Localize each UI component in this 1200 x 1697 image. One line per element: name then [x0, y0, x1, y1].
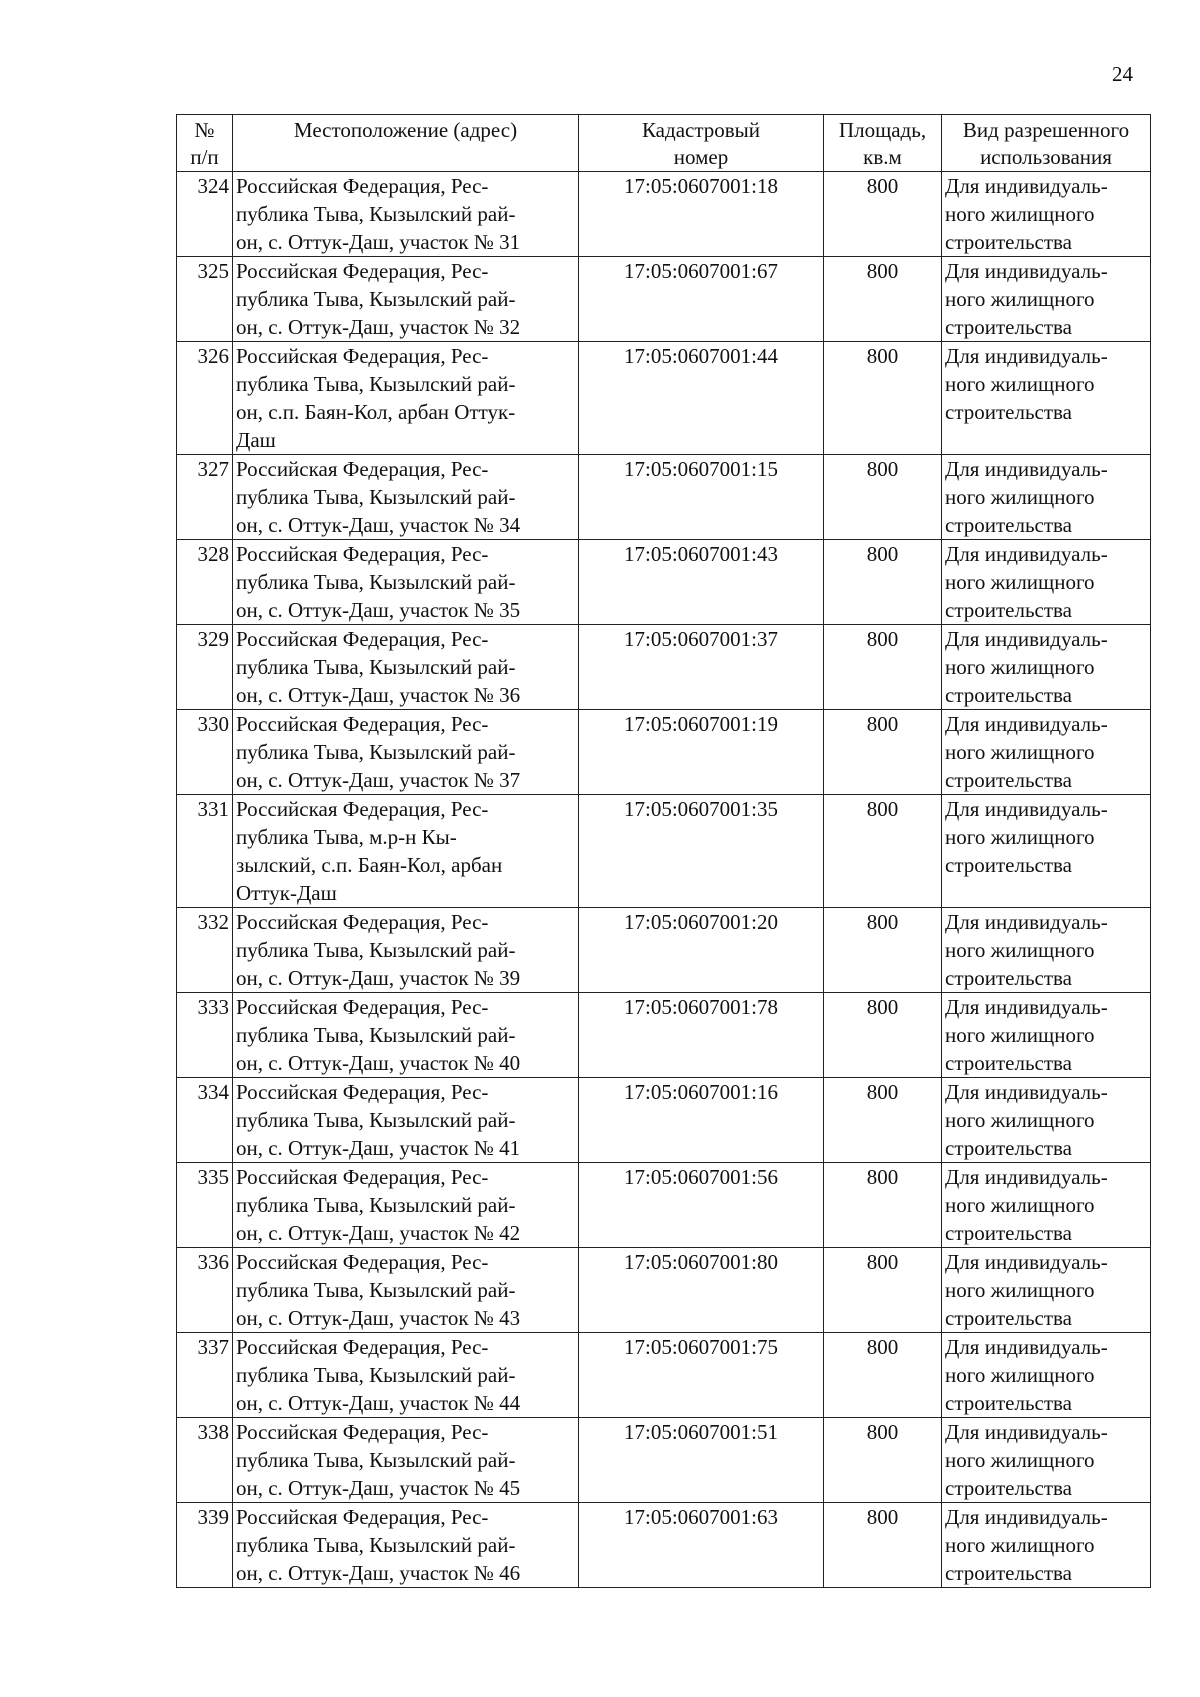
table-row — [177, 710, 1151, 795]
address-line: публика Тыва, Кызылский рай- — [236, 1193, 516, 1217]
permitted-use-cell — [942, 1333, 1151, 1418]
table-body — [177, 172, 1151, 1588]
header-num-line: № — [194, 118, 215, 142]
address-line: публика Тыва, Кызылский рай- — [236, 1023, 516, 1047]
row-number: 339 — [177, 1503, 233, 1588]
page-number: 24 — [1112, 62, 1133, 86]
permitted-use-cell — [942, 1503, 1151, 1588]
permitted-use-line: Для индивидуаль- — [945, 1165, 1108, 1189]
row-number: 331 — [177, 795, 233, 908]
address-line: публика Тыва, Кызылский рай- — [236, 938, 516, 962]
table-header-row — [177, 115, 1151, 172]
permitted-use-line: Для индивидуаль- — [945, 1250, 1108, 1274]
header-use-line: использования — [980, 145, 1112, 169]
table-row — [177, 257, 1151, 342]
address-line: он, с. Оттук-Даш, участок № 31 — [236, 230, 521, 254]
header-num — [177, 115, 233, 172]
row-number: 327 — [177, 455, 233, 540]
permitted-use-cell — [942, 172, 1151, 257]
address-line: он, с. Оттук-Даш, участок № 46 — [236, 1561, 521, 1585]
permitted-use-line: строительства — [945, 598, 1073, 622]
area-value: 800 — [824, 993, 942, 1078]
cadastral-number: 17:05:0607001:16 — [579, 1078, 824, 1163]
permitted-use-line: строительства — [945, 1221, 1073, 1245]
permitted-use-line: ного жилищного — [945, 570, 1095, 594]
address-cell — [233, 1163, 579, 1248]
permitted-use-line: ного жилищного — [945, 740, 1095, 764]
area-value: 800 — [824, 1418, 942, 1503]
permitted-use-line: Для индивидуаль- — [945, 797, 1108, 821]
area-value: 800 — [824, 455, 942, 540]
permitted-use-line: строительства — [945, 400, 1073, 424]
address-line: Российская Федерация, Рес- — [236, 1335, 489, 1359]
cadastral-number: 17:05:0607001:44 — [579, 342, 824, 455]
address-line: Российская Федерация, Рес- — [236, 259, 489, 283]
header-use — [942, 115, 1151, 172]
permitted-use-cell — [942, 1163, 1151, 1248]
row-number: 338 — [177, 1418, 233, 1503]
address-line: Российская Федерация, Рес- — [236, 1250, 489, 1274]
address-cell — [233, 1418, 579, 1503]
area-value: 800 — [824, 1248, 942, 1333]
permitted-use-line: ного жилищного — [945, 1278, 1095, 1302]
address-line: Российская Федерация, Рес- — [236, 542, 489, 566]
row-number: 334 — [177, 1078, 233, 1163]
address-line: он, с. Оттук-Даш, участок № 35 — [236, 598, 521, 622]
header-address — [233, 115, 579, 172]
address-line: Российская Федерация, Рес- — [236, 174, 489, 198]
permitted-use-line: ного жилищного — [945, 287, 1095, 311]
permitted-use-line: строительства — [945, 683, 1073, 707]
address-line: публика Тыва, Кызылский рай- — [236, 740, 516, 764]
cadastral-number: 17:05:0607001:19 — [579, 710, 824, 795]
address-line: он, с. Оттук-Даш, участок № 36 — [236, 683, 521, 707]
address-line: Российская Федерация, Рес- — [236, 1420, 489, 1444]
permitted-use-line: ного жилищного — [945, 1363, 1095, 1387]
permitted-use-line: Для индивидуаль- — [945, 542, 1108, 566]
address-line: он, с.п. Баян-Кол, арбан Оттук- — [236, 400, 516, 424]
address-line: публика Тыва, Кызылский рай- — [236, 1278, 516, 1302]
permitted-use-line: строительства — [945, 315, 1073, 339]
address-cell — [233, 1248, 579, 1333]
table-row — [177, 172, 1151, 257]
table-row — [177, 1503, 1151, 1588]
permitted-use-line: Для индивидуаль- — [945, 174, 1108, 198]
permitted-use-line: Для индивидуаль- — [945, 627, 1108, 651]
area-value: 800 — [824, 710, 942, 795]
area-value: 800 — [824, 1503, 942, 1588]
permitted-use-line: Для индивидуаль- — [945, 1080, 1108, 1104]
row-number: 335 — [177, 1163, 233, 1248]
permitted-use-line: Для индивидуаль- — [945, 344, 1108, 368]
permitted-use-cell — [942, 540, 1151, 625]
address-line: публика Тыва, Кызылский рай- — [236, 1363, 516, 1387]
table-row — [177, 455, 1151, 540]
address-cell — [233, 455, 579, 540]
permitted-use-line: ного жилищного — [945, 1023, 1095, 1047]
cadastral-number: 17:05:0607001:80 — [579, 1248, 824, 1333]
permitted-use-cell — [942, 710, 1151, 795]
address-line: публика Тыва, Кызылский рай- — [236, 372, 516, 396]
permitted-use-line: строительства — [945, 230, 1073, 254]
permitted-use-line: ного жилищного — [945, 1533, 1095, 1557]
cadastral-number: 17:05:0607001:78 — [579, 993, 824, 1078]
permitted-use-cell — [942, 342, 1151, 455]
address-cell — [233, 172, 579, 257]
permitted-use-line: ного жилищного — [945, 1193, 1095, 1217]
permitted-use-line: строительства — [945, 853, 1073, 877]
area-value: 800 — [824, 172, 942, 257]
address-line: он, с. Оттук-Даш, участок № 40 — [236, 1051, 521, 1075]
cadastral-number: 17:05:0607001:75 — [579, 1333, 824, 1418]
address-cell — [233, 908, 579, 993]
permitted-use-line: Для индивидуаль- — [945, 1420, 1108, 1444]
row-number: 326 — [177, 342, 233, 455]
cadastral-number: 17:05:0607001:37 — [579, 625, 824, 710]
address-line: он, с. Оттук-Даш, участок № 45 — [236, 1476, 521, 1500]
permitted-use-line: ного жилищного — [945, 1448, 1095, 1472]
permitted-use-line: ного жилищного — [945, 825, 1095, 849]
table-row — [177, 795, 1151, 908]
area-value: 800 — [824, 1333, 942, 1418]
permitted-use-line: строительства — [945, 966, 1073, 990]
row-number: 332 — [177, 908, 233, 993]
address-line: публика Тыва, Кызылский рай- — [236, 655, 516, 679]
address-line: Российская Федерация, Рес- — [236, 1505, 489, 1529]
permitted-use-line: ного жилищного — [945, 372, 1095, 396]
area-value: 800 — [824, 1078, 942, 1163]
row-number: 330 — [177, 710, 233, 795]
cadastral-number: 17:05:0607001:20 — [579, 908, 824, 993]
address-line: он, с. Оттук-Даш, участок № 42 — [236, 1221, 521, 1245]
address-line: Даш — [236, 428, 276, 452]
table-row — [177, 993, 1151, 1078]
address-line: публика Тыва, Кызылский рай- — [236, 287, 516, 311]
permitted-use-cell — [942, 257, 1151, 342]
address-cell — [233, 795, 579, 908]
row-number: 324 — [177, 172, 233, 257]
area-value: 800 — [824, 625, 942, 710]
permitted-use-line: Для индивидуаль- — [945, 1505, 1108, 1529]
address-cell — [233, 710, 579, 795]
row-number: 328 — [177, 540, 233, 625]
table-row — [177, 1248, 1151, 1333]
header-cadastral — [579, 115, 824, 172]
header-area-line: Площадь, — [838, 118, 927, 142]
cadastral-number: 17:05:0607001:35 — [579, 795, 824, 908]
permitted-use-line: строительства — [945, 1476, 1073, 1500]
permitted-use-line: строительства — [945, 1306, 1073, 1330]
header-area — [824, 115, 942, 172]
header-cadastral-line: номер — [673, 145, 729, 169]
table-row — [177, 1333, 1151, 1418]
permitted-use-cell — [942, 908, 1151, 993]
permitted-use-cell — [942, 1418, 1151, 1503]
address-cell — [233, 993, 579, 1078]
address-line: он, с. Оттук-Даш, участок № 39 — [236, 966, 521, 990]
row-number: 337 — [177, 1333, 233, 1418]
address-cell — [233, 257, 579, 342]
table-row — [177, 1163, 1151, 1248]
address-line: Оттук-Даш — [236, 881, 337, 905]
row-number: 329 — [177, 625, 233, 710]
permitted-use-line: Для индивидуаль- — [945, 259, 1108, 283]
cadastral-number: 17:05:0607001:56 — [579, 1163, 824, 1248]
permitted-use-cell — [942, 795, 1151, 908]
cadastral-number: 17:05:0607001:43 — [579, 540, 824, 625]
permitted-use-cell — [942, 625, 1151, 710]
cadastral-number: 17:05:0607001:51 — [579, 1418, 824, 1503]
permitted-use-cell — [942, 1078, 1151, 1163]
permitted-use-line: Для индивидуаль- — [945, 1335, 1108, 1359]
address-cell — [233, 342, 579, 455]
table-row — [177, 342, 1151, 455]
address-line: публика Тыва, Кызылский рай- — [236, 570, 516, 594]
table-row — [177, 540, 1151, 625]
area-value: 800 — [824, 257, 942, 342]
address-line: публика Тыва, Кызылский рай- — [236, 1448, 516, 1472]
address-line: он, с. Оттук-Даш, участок № 43 — [236, 1306, 521, 1330]
area-value: 800 — [824, 1163, 942, 1248]
permitted-use-line: ного жилищного — [945, 1108, 1095, 1132]
cadastral-number: 17:05:0607001:15 — [579, 455, 824, 540]
permitted-use-line: Для индивидуаль- — [945, 712, 1108, 736]
permitted-use-line: ного жилищного — [945, 938, 1095, 962]
permitted-use-line: строительства — [945, 1051, 1073, 1075]
address-line: он, с. Оттук-Даш, участок № 41 — [236, 1136, 521, 1160]
address-line: Российская Федерация, Рес- — [236, 712, 489, 736]
permitted-use-line: строительства — [945, 1391, 1073, 1415]
area-value: 800 — [824, 540, 942, 625]
cadastral-number: 17:05:0607001:18 — [579, 172, 824, 257]
header-use-line: Вид разрешенного — [962, 118, 1130, 142]
address-line: Российская Федерация, Рес- — [236, 995, 489, 1019]
header-cadastral-line: Кадастровый — [641, 118, 761, 142]
address-line: публика Тыва, Кызылский рай- — [236, 485, 516, 509]
address-line: он, с. Оттук-Даш, участок № 34 — [236, 513, 521, 537]
header-area-line: кв.м — [863, 145, 902, 169]
permitted-use-line: строительства — [945, 513, 1073, 537]
address-line: Российская Федерация, Рес- — [236, 910, 489, 934]
permitted-use-line: ного жилищного — [945, 485, 1095, 509]
table-row — [177, 625, 1151, 710]
address-cell — [233, 540, 579, 625]
permitted-use-line: строительства — [945, 1561, 1073, 1585]
permitted-use-line: Для индивидуаль- — [945, 457, 1108, 481]
address-line: Российская Федерация, Рес- — [236, 797, 489, 821]
permitted-use-line: Для индивидуаль- — [945, 995, 1108, 1019]
area-value: 800 — [824, 342, 942, 455]
row-number: 336 — [177, 1248, 233, 1333]
table-row — [177, 1078, 1151, 1163]
table-row — [177, 908, 1151, 993]
address-line: Российская Федерация, Рес- — [236, 1080, 489, 1104]
row-number: 325 — [177, 257, 233, 342]
cadastral-number: 17:05:0607001:67 — [579, 257, 824, 342]
permitted-use-line: Для индивидуаль- — [945, 910, 1108, 934]
address-line: он, с. Оттук-Даш, участок № 37 — [236, 768, 521, 792]
permitted-use-cell — [942, 1248, 1151, 1333]
address-line: зылский, с.п. Баян-Кол, арбан — [236, 853, 503, 877]
address-line: публика Тыва, Кызылский рай- — [236, 1108, 516, 1132]
address-cell — [233, 625, 579, 710]
area-value: 800 — [824, 908, 942, 993]
row-number: 333 — [177, 993, 233, 1078]
address-line: Российская Федерация, Рес- — [236, 344, 489, 368]
header-address-line: Местоположение (адрес) — [293, 118, 518, 142]
area-value: 800 — [824, 795, 942, 908]
address-line: он, с. Оттук-Даш, участок № 32 — [236, 315, 521, 339]
address-line: он, с. Оттук-Даш, участок № 44 — [236, 1391, 521, 1415]
permitted-use-line: ного жилищного — [945, 655, 1095, 679]
address-line: публика Тыва, м.р-н Кы- — [236, 825, 457, 849]
permitted-use-cell — [942, 993, 1151, 1078]
address-line: публика Тыва, Кызылский рай- — [236, 202, 516, 226]
land-plots-table — [176, 114, 1151, 1588]
address-line: Российская Федерация, Рес- — [236, 627, 489, 651]
permitted-use-line: строительства — [945, 768, 1073, 792]
permitted-use-line: ного жилищного — [945, 202, 1095, 226]
address-cell — [233, 1503, 579, 1588]
address-cell — [233, 1333, 579, 1418]
permitted-use-cell — [942, 455, 1151, 540]
address-line: Российская Федерация, Рес- — [236, 457, 489, 481]
cadastral-number: 17:05:0607001:63 — [579, 1503, 824, 1588]
header-num-line: п/п — [190, 145, 219, 169]
table-row — [177, 1418, 1151, 1503]
address-line: Российская Федерация, Рес- — [236, 1165, 489, 1189]
address-line: публика Тыва, Кызылский рай- — [236, 1533, 516, 1557]
permitted-use-line: строительства — [945, 1136, 1073, 1160]
address-cell — [233, 1078, 579, 1163]
